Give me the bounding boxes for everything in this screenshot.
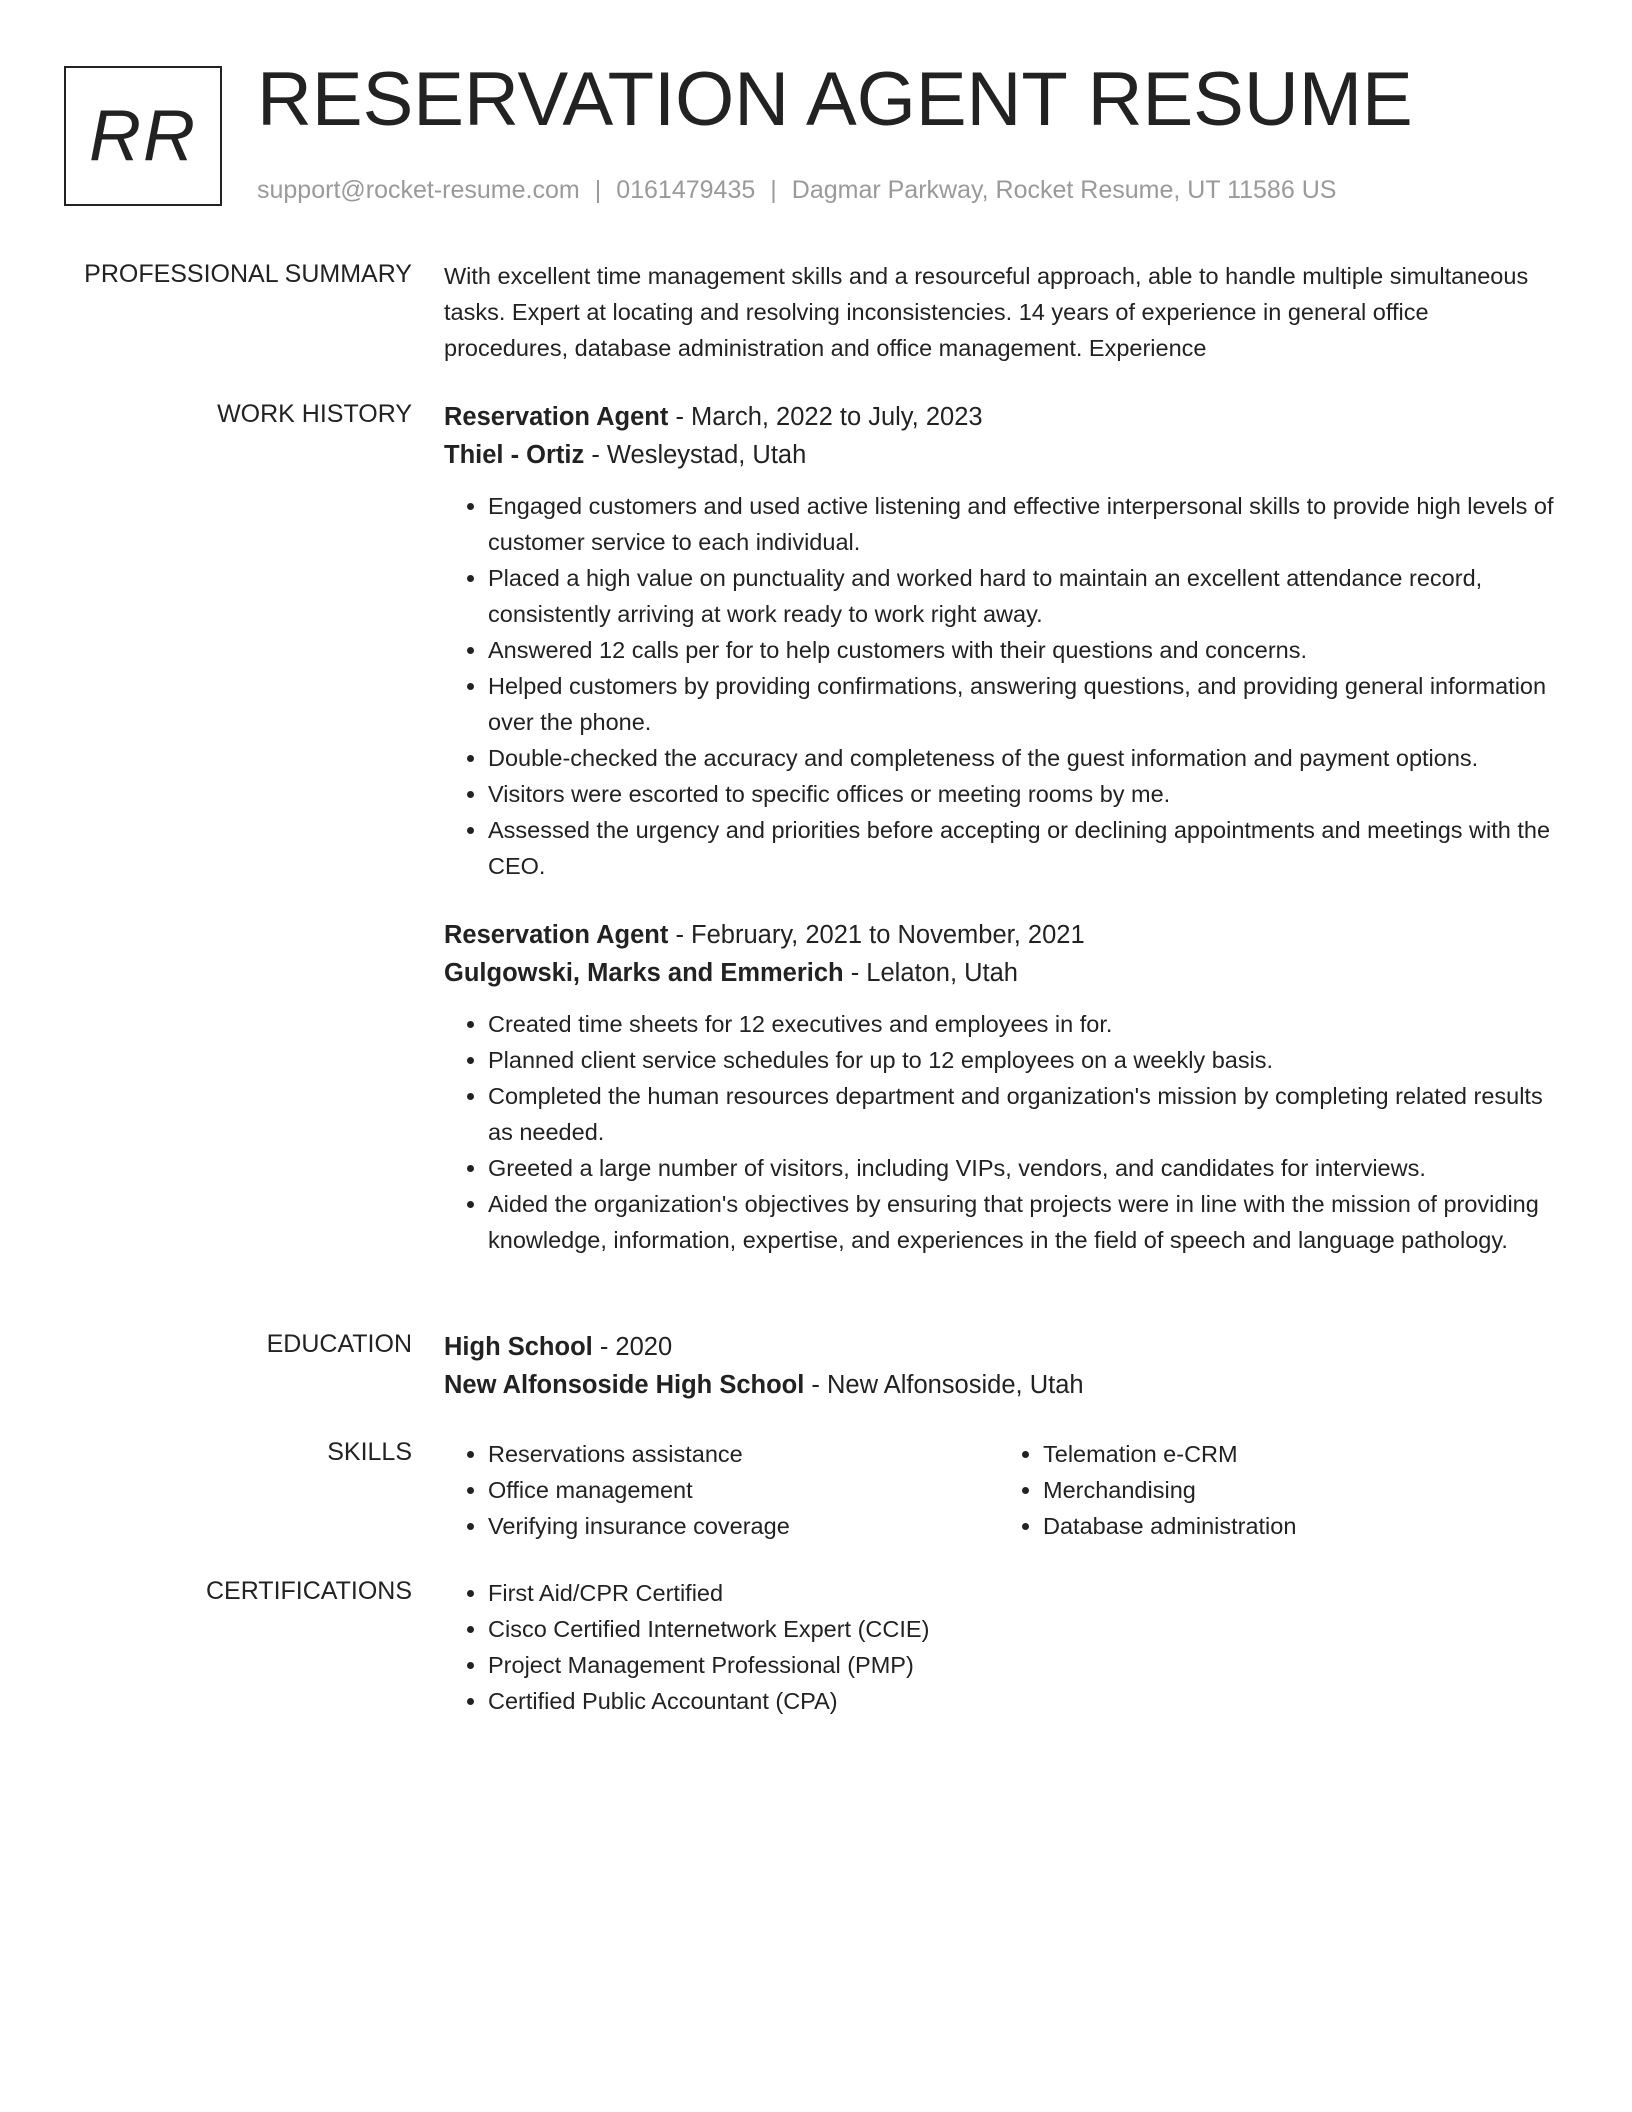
list-item: • Reservations assistance — [488, 1436, 999, 1472]
list-item: • Office management — [488, 1472, 999, 1508]
job-bullets — [444, 1006, 1554, 1258]
list-item: • First Aid/CPR Certified — [488, 1575, 1554, 1611]
contact-address: Dagmar Parkway, Rocket Resume, UT 11586 US — [791, 176, 1337, 204]
section-label-summary: PROFESSIONAL SUMMARY — [84, 260, 412, 288]
list-item: • Visitors were escorted to specific offices or meeting rooms by me. — [488, 776, 1554, 812]
list-item: • Planned client service schedules for up to 12 employees on a weekly basis. — [488, 1042, 1554, 1078]
contact-separator: | — [770, 176, 777, 204]
job-company-line — [444, 954, 1554, 992]
resume-title: RESERVATION AGENT RESUME — [257, 57, 1413, 142]
job-title: Reservation Agent — [444, 403, 669, 431]
education-school-line — [444, 1366, 1554, 1404]
certifications-body — [444, 1575, 1554, 1719]
education-location: - New Alfonsoside, Utah — [811, 1371, 1084, 1399]
list-item: • Placed a high value on punctuality and worked hard to maintain an excellent attendance record, consistently arriving at work ready to work right away. — [488, 560, 1554, 632]
job-dates: - March, 2022 to July, 2023 — [675, 403, 983, 431]
list-item: • Created time sheets for 12 executives and employees in for. — [488, 1006, 1554, 1042]
list-item: • Double-checked the accuracy and completeness of the guest information and payment options. — [488, 740, 1554, 776]
list-item: • Completed the human resources department and organization's mission by completing related results as needed. — [488, 1078, 1554, 1150]
monogram-logo: RR — [64, 66, 222, 206]
skills-list-right — [999, 1436, 1554, 1544]
work-history-body — [444, 398, 1554, 1258]
contact-email: support@rocket-resume.com — [257, 176, 580, 204]
job-title-line — [444, 916, 1554, 954]
section-label-skills: SKILLS — [327, 1438, 412, 1466]
section-label-work-history: WORK HISTORY — [217, 400, 412, 428]
certifications-list — [444, 1575, 1554, 1719]
list-item: • Greeted a large number of visitors, including VIPs, vendors, and candidates for interviews. — [488, 1150, 1554, 1186]
list-item: • Verifying insurance coverage — [488, 1508, 999, 1544]
job-company-line — [444, 436, 1554, 474]
job-company: Thiel - Ortiz — [444, 441, 585, 469]
education-body — [444, 1328, 1554, 1404]
education-degree-line — [444, 1328, 1554, 1366]
contact-line — [257, 174, 1336, 206]
list-item: • Project Management Professional (PMP) — [488, 1647, 1554, 1683]
list-item: • Engaged customers and used active listening and effective interpersonal skills to provide high levels of customer service to each individual. — [488, 488, 1554, 560]
list-item: • Aided the organization's objectives by ensuring that projects were in line with the mission of providing knowledge, information, expertise, and experiences in the field of speech and language pathology. — [488, 1186, 1554, 1258]
job-bullets — [444, 488, 1554, 884]
list-item: • Telemation e-CRM — [1043, 1436, 1554, 1472]
job-title: Reservation Agent — [444, 921, 669, 949]
list-item: • Helped customers by providing confirmations, answering questions, and providing general information over the phone. — [488, 668, 1554, 740]
summary-text: With excellent time management skills and a resourceful approach, able to handle multiple simultaneous tasks. Expert at locating and resolving inconsistencies. 14 years of experience in general office procedures, database administration and office management. Experience — [444, 263, 1529, 361]
education-year: - 2020 — [599, 1333, 673, 1361]
education-school: New Alfonsoside High School — [444, 1371, 805, 1399]
list-item: • Database administration — [1043, 1508, 1554, 1544]
skills-list-left — [444, 1436, 999, 1544]
job-entry — [444, 916, 1554, 1258]
skills-body — [444, 1436, 1554, 1544]
job-entry — [444, 398, 1554, 884]
job-title-line — [444, 398, 1554, 436]
list-item: • Answered 12 calls per for to help customers with their questions and concerns. — [488, 632, 1554, 668]
section-label-education: EDUCATION — [266, 1330, 412, 1358]
job-location: - Lelaton, Utah — [850, 959, 1018, 987]
job-company: Gulgowski, Marks and Emmerich — [444, 959, 844, 987]
contact-phone: 0161479435 — [616, 176, 756, 204]
contact-separator: | — [594, 176, 602, 204]
skills-grid — [444, 1436, 1554, 1544]
education-degree: High School — [444, 1333, 593, 1361]
job-location: - Wesleystad, Utah — [591, 441, 807, 469]
list-item: • Assessed the urgency and priorities before accepting or declining appointments and meetings with the CEO. — [488, 812, 1554, 884]
section-label-certifications: CERTIFICATIONS — [205, 1577, 412, 1605]
job-dates: - February, 2021 to November, 2021 — [675, 921, 1085, 949]
list-item: • Certified Public Accountant (CPA) — [488, 1683, 1554, 1719]
list-item: • Cisco Certified Internetwork Expert (CCIE) — [488, 1611, 1554, 1647]
list-item: • Merchandising — [1043, 1472, 1554, 1508]
